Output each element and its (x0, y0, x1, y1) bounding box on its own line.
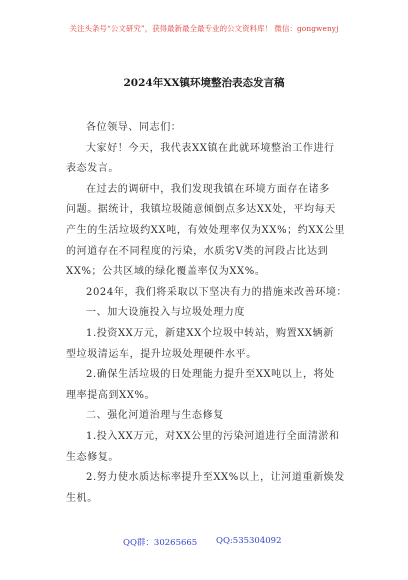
paragraph-line: 2024年，我们将采取以下坚决有力的措施来改善环境： (86, 286, 348, 298)
paragraph-line: 产生的生活垃圾约XX吨，有效处理率仅为XX%；约XX公里 (66, 224, 346, 236)
list-item: 1.投资XX万元，新建XX个垃圾中转站，购置XX辆新 (86, 327, 334, 339)
paragraph-line: 生态修复。 (66, 451, 119, 463)
footer-qq-group: QQ群：30265665 (123, 538, 198, 548)
footer-qq-number: QQ:535304092 (216, 536, 282, 546)
document-title: 2024年XX镇环境整治表态发言稿 (123, 77, 285, 89)
paragraph-line: 在过去的调研中，我们发现我镇在环境方面存在诸多 (86, 183, 330, 195)
list-item: 2.确保生活垃圾的日处理能力提升至XX吨以上，将处 (86, 369, 335, 381)
paragraph-line: 表态发言。 (66, 163, 119, 175)
paragraph-line: 理率提高到XX%。 (66, 389, 156, 401)
list-item: 2.努力使水质达标率提升至XX%以上，让河道重新焕发 (86, 472, 345, 484)
paragraph-line: 生机。 (66, 492, 98, 504)
section-heading: 二、强化河道治理与生态修复 (86, 410, 224, 422)
paragraph-line: XX%；公共区域的绿化覆盖率仅为XX%。 (66, 266, 266, 278)
section-heading: 一、加大设施投入与垃圾处理力度 (86, 307, 245, 319)
document-body (66, 118, 348, 509)
paragraph-line: 的河道存在不同程度的污染，水质劣V类的河段占比达到 (66, 245, 329, 257)
paragraph-line: 问题。据统计，我镇垃圾随意倾倒点多达XX处，平均每天 (66, 204, 336, 216)
paragraph-line: 大家好！今天，我代表XX镇在此就环境整治工作进行 (86, 142, 335, 154)
paragraph-line: 型垃圾清运车，提升垃圾处理硬件水平。 (66, 348, 257, 360)
header-promo-note: 关注头条号“公文研究”，获得最新最全最专业的公文资料库！ 微信：gongwenyj (69, 24, 339, 33)
salutation: 各位领导、同志们： (86, 122, 182, 133)
list-item: 1.投入XX万元，对XX公里的污染河道进行全面清淤和 (86, 430, 340, 442)
